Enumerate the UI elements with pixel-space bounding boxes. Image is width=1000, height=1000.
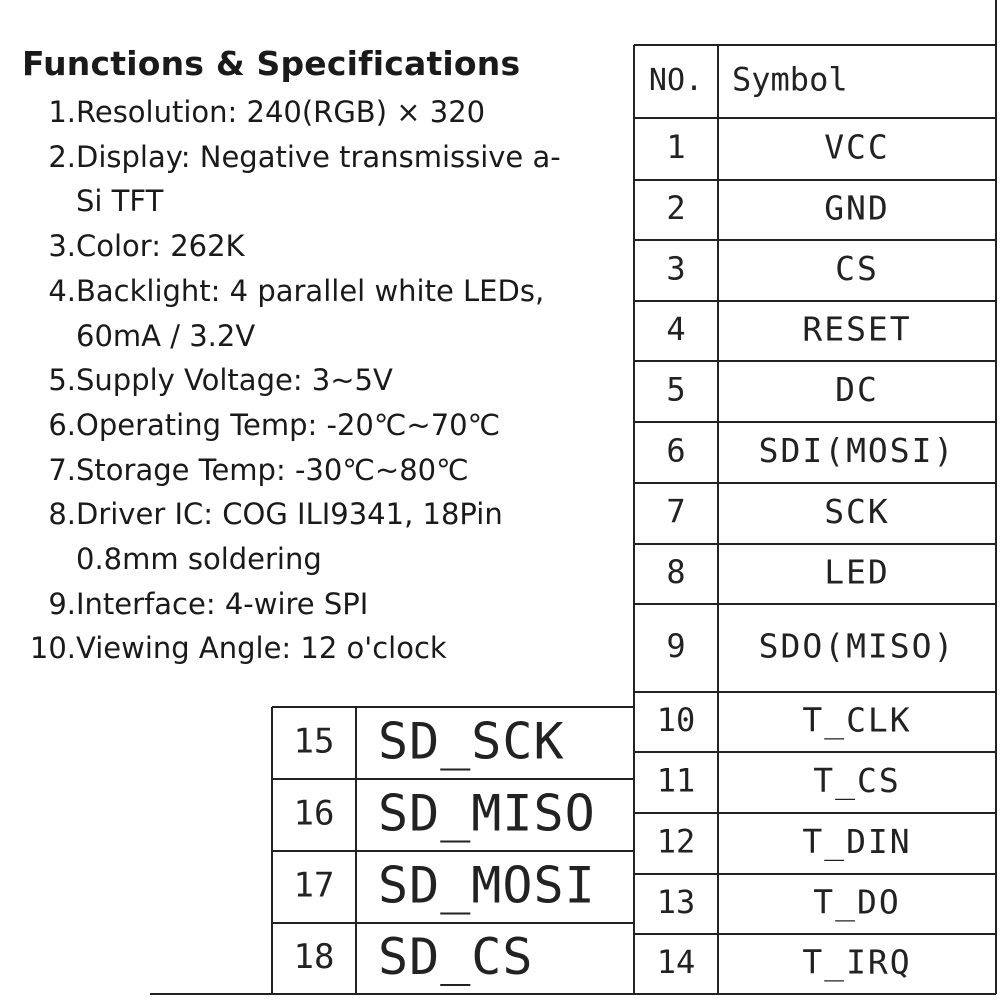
spec-item-number: 4. bbox=[48, 273, 76, 308]
pin-table bbox=[649, 61, 956, 983]
pin-symbol: T_CLK bbox=[802, 700, 912, 740]
spec-item-text: Storage Temp: -30℃~80℃ bbox=[76, 452, 469, 487]
spec-item-number: 8. bbox=[48, 497, 76, 532]
spec-item-number: 6. bbox=[48, 407, 76, 442]
pin-number: 3 bbox=[666, 249, 686, 288]
spec-item-text: Interface: 4-wire SPI bbox=[76, 586, 369, 621]
sd-pin-symbol: SD_MISO bbox=[378, 784, 596, 843]
header-no: NO. bbox=[648, 63, 704, 98]
spec-item-text: 0.8mm soldering bbox=[76, 542, 322, 577]
sd-pin-number: 16 bbox=[293, 793, 335, 834]
pin-number: 8 bbox=[666, 553, 686, 591]
spec-item-text: Driver IC: COG ILI9341, 18Pin bbox=[76, 497, 503, 532]
pin-number: 10 bbox=[656, 701, 696, 739]
pin-number: 1 bbox=[666, 128, 686, 166]
pin-symbol: GND bbox=[824, 188, 890, 228]
pin-symbol: SDI(MOSI) bbox=[758, 431, 956, 470]
pin-number: 4 bbox=[666, 310, 686, 348]
spec-item-text: Viewing Angle: 12 o'clock bbox=[76, 631, 447, 666]
spec-item-text: Backlight: 4 parallel white LEDs, bbox=[76, 273, 545, 308]
sd-pin-number: 15 bbox=[293, 721, 335, 762]
pin-symbol: T_DO bbox=[813, 882, 901, 922]
pin-symbol: VCC bbox=[824, 127, 890, 167]
pin-symbol: LED bbox=[824, 552, 890, 592]
sd-pin-number: 17 bbox=[293, 865, 335, 906]
spec-title: Functions & Specifications bbox=[22, 44, 521, 83]
spec-item-text: Color: 262K bbox=[76, 229, 245, 264]
pin-number: 5 bbox=[666, 370, 686, 409]
sd-pin-symbol: SD_SCK bbox=[378, 712, 565, 771]
sd-pin-symbol: SD_CS bbox=[378, 928, 534, 986]
pin-number: 12 bbox=[656, 822, 696, 861]
pin-number: 14 bbox=[656, 943, 696, 981]
spec-item-text: Operating Temp: -20℃~70℃ bbox=[76, 407, 501, 442]
spec-item-number: 3. bbox=[48, 229, 76, 264]
pin-number: 7 bbox=[666, 492, 686, 531]
spec-item-number: 10. bbox=[29, 631, 76, 666]
spec-item-text: Supply Voltage: 3~5V bbox=[76, 363, 393, 398]
spec-item-text: Display: Negative transmissive a- bbox=[76, 139, 561, 174]
spec-item-text: 60mA / 3.2V bbox=[76, 318, 256, 353]
pin-symbol: CS bbox=[835, 249, 879, 288]
pin-symbol: SCK bbox=[824, 492, 890, 531]
sd-pin-number: 18 bbox=[293, 937, 335, 977]
pin-number: 2 bbox=[666, 189, 686, 227]
pin-symbol: SDO(MISO) bbox=[758, 626, 956, 666]
spec-item-number: 9. bbox=[48, 586, 76, 621]
pin-number: 11 bbox=[656, 761, 696, 800]
spec-item-number: 2. bbox=[48, 139, 76, 174]
pin-symbol: RESET bbox=[802, 309, 912, 349]
spec-item-text: Si TFT bbox=[76, 184, 164, 219]
spec-item-number: 5. bbox=[48, 363, 76, 398]
header-symbol: Symbol bbox=[732, 60, 848, 99]
spec-item-number: 7. bbox=[48, 452, 76, 487]
pin-symbol: T_DIN bbox=[802, 822, 912, 861]
spec-item-number: 1. bbox=[48, 95, 76, 129]
spec-item-text: Resolution: 240(RGB) × 320 bbox=[76, 95, 486, 129]
pin-symbol: T_CS bbox=[813, 761, 901, 800]
pin-symbol: T_IRQ bbox=[802, 942, 912, 982]
pin-number: 13 bbox=[656, 883, 696, 921]
pin-number: 6 bbox=[666, 431, 686, 470]
pin-number: 9 bbox=[666, 627, 686, 665]
sd-table bbox=[294, 713, 596, 987]
pin-symbol: DC bbox=[835, 370, 879, 409]
sd-pin-symbol: SD_MOSI bbox=[378, 856, 596, 915]
